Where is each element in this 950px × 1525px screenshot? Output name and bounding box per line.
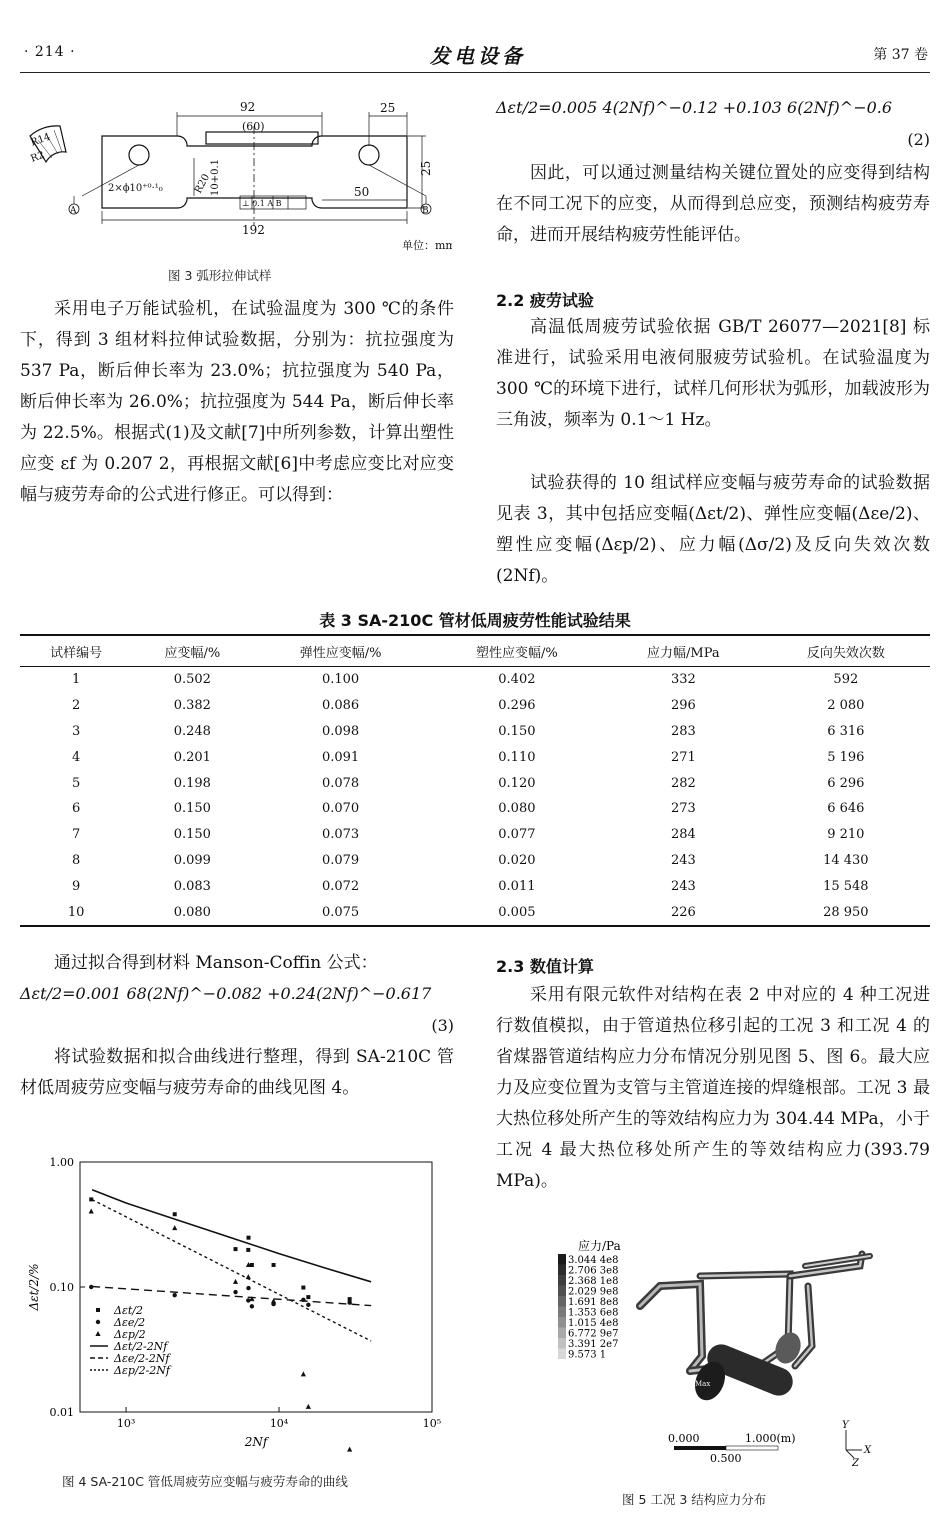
table3-cell: 9 210 <box>827 827 865 843</box>
equation-2: Δεt/2=0.005 4(2Nf)^−0.12 +0.103 6(2Nf)^−0.6 <box>496 98 893 117</box>
right-paragraph-2: 高温低周疲劳试验依据 GB/T 26077—2021[8] 标准进行，试验采用电液伺服疲劳试验机。在试验温度为 300 ℃的环境下进行，试样几何形状为弧形，加载波形为三角波，频率为 0.1～1 Hz。 <box>496 317 930 430</box>
table3-cell: 9 <box>71 878 81 894</box>
table3-cell: 8 <box>71 852 81 868</box>
fig5-legend-value: 9.573 1 <box>568 1349 607 1361</box>
table3-cell: 0.402 <box>498 672 536 688</box>
fig5-legend-value: 2.368 1e8 <box>568 1276 619 1287</box>
page-number: · 214 · <box>24 44 76 60</box>
fig4-chart <box>22 1150 454 1464</box>
table3-cell: 0.201 <box>173 749 211 765</box>
fig5-image <box>540 1236 920 1470</box>
datum-b: B <box>422 206 429 216</box>
fig5-legend-value: 3.391 2e7 <box>568 1339 619 1350</box>
dim-50: 50 <box>354 185 370 199</box>
section-2-2-heading: 2.2 疲劳试验 <box>496 291 594 310</box>
table3-cell: 271 <box>670 749 696 765</box>
data-point-elastic-strain <box>250 1304 254 1308</box>
table3-cell: 243 <box>670 878 696 894</box>
right-paragraph-3: 试验获得的 10 组试样应变幅与疲劳寿命的试验数据见表 3，其中包括应变幅(Δεt/2)、弹性应变幅(Δεe/2)、塑性应变幅(Δεp/2)、应力幅(Δσ/2)及反向失效次数(2Nf)。 <box>496 473 930 586</box>
fig5-legend-swatch <box>558 1307 566 1318</box>
table3-cell: 6 646 <box>827 801 865 817</box>
data-point-elastic-strain <box>173 1293 177 1297</box>
x-tick-label: 10³ <box>116 1417 136 1430</box>
fig5-legend-value: 1.353 6e8 <box>568 1307 619 1319</box>
dim-r2: R2 <box>29 149 47 165</box>
dim-r20: R20 <box>192 172 213 196</box>
table3-cell: 0.098 <box>321 723 360 739</box>
datum-a: A <box>70 206 77 216</box>
data-point-plastic-strain <box>306 1404 311 1409</box>
table3-row <box>20 822 930 848</box>
table3-cell: 0.150 <box>173 801 211 817</box>
legend-marker-square <box>96 1308 100 1312</box>
fig5-axis-x: X <box>864 1445 872 1456</box>
y-tick-label: 1.00 <box>49 1156 74 1169</box>
data-point-elastic-strain <box>246 1286 250 1290</box>
fig3-drawing <box>22 96 452 256</box>
equation-2-number: (2) <box>907 130 930 149</box>
fig5-legend-value: 2.029 9e8 <box>568 1286 619 1298</box>
data-point-total-strain <box>246 1248 250 1252</box>
table3-cell: 4 <box>71 749 81 765</box>
data-point-total-strain <box>306 1295 310 1299</box>
table3-cell: 6 <box>71 801 81 817</box>
equation-3-number: (3) <box>431 1016 454 1035</box>
data-point-elastic-strain <box>233 1290 237 1294</box>
table3-cell: 6 316 <box>827 723 865 739</box>
table3-row <box>20 744 930 770</box>
y-axis-label: Δεt/2/% <box>27 1263 41 1311</box>
data-point-total-strain <box>89 1197 93 1201</box>
table3-cell: 243 <box>670 852 696 868</box>
fig5-legend-value: 1.691 8e8 <box>568 1297 619 1308</box>
table3-cell: 14 430 <box>823 852 869 868</box>
dim-hole: 2×ϕ10⁺⁰·¹₀ <box>108 183 163 194</box>
table3-cell: 0.020 <box>498 852 536 868</box>
legend-label: Δεe/2 <box>114 1316 146 1329</box>
fig4-caption: 图 4 SA-210C 管低周疲劳应变幅与疲劳寿命的曲线 <box>62 1474 348 1489</box>
data-point-plastic-strain <box>246 1274 251 1279</box>
table3-cell: 0.091 <box>321 749 360 765</box>
table3-cell: 0.248 <box>173 723 211 739</box>
data-point-plastic-strain <box>172 1225 177 1230</box>
table3-row <box>20 848 930 874</box>
dim-10: 10+0.1 <box>210 158 221 196</box>
table3-cell: 332 <box>670 672 696 688</box>
fit-line-solid <box>92 1190 371 1282</box>
table3-cell: 0.502 <box>173 672 211 688</box>
data-point-plastic-strain <box>233 1279 238 1284</box>
table3-cell: 0.150 <box>173 827 211 843</box>
data-point-elastic-strain <box>306 1303 310 1307</box>
y-tick-label: 0.01 <box>49 1406 74 1419</box>
legend-marker-triangle <box>95 1331 100 1336</box>
table3-cell: 226 <box>605 899 762 926</box>
section-2-3-heading: 2.3 数值计算 <box>496 957 594 976</box>
table3-row <box>20 719 930 745</box>
dim-25-top: 25 <box>380 101 396 115</box>
table3-cell: 0.296 <box>498 698 536 714</box>
table3-cell: 0.099 <box>173 852 211 868</box>
table3-cell: 5 196 <box>827 749 865 765</box>
table3-cell: 0.100 <box>321 672 360 688</box>
table3-cell: 0.070 <box>321 801 360 817</box>
data-point-total-strain <box>272 1263 276 1267</box>
table3-cell: 282 <box>670 775 696 791</box>
table3-cell: 6 296 <box>827 775 865 791</box>
dim-192: 192 <box>242 223 265 237</box>
table3-cell: 0.080 <box>498 801 536 817</box>
fig5-scale-mid: 0.500 <box>710 1452 742 1465</box>
table3-header: 弹性应变幅/% <box>252 635 428 667</box>
dim-92: 92 <box>240 100 256 114</box>
fig5-legend-value: 1.015 4e8 <box>568 1318 619 1329</box>
left-paragraph-3: 将试验数据和拟合曲线进行整理，得到 SA-210C 管材低周疲劳应变幅与疲劳寿命的曲线见图 4。 <box>20 1047 454 1098</box>
table3-cell: 0.073 <box>321 827 360 843</box>
table3 <box>20 634 930 927</box>
fig5-legend-swatch <box>558 1275 566 1286</box>
data-point-plastic-strain <box>347 1447 352 1452</box>
data-point-elastic-strain <box>347 1300 351 1304</box>
table3-cell: 3 <box>71 723 81 739</box>
table3-header: 试样编号 <box>20 635 132 667</box>
table3-row <box>20 899 930 926</box>
data-point-plastic-strain <box>301 1371 306 1376</box>
table3-cell: 592 <box>833 672 859 688</box>
data-point-total-strain <box>301 1286 305 1290</box>
table3-row <box>20 873 930 899</box>
y-tick-label: 0.10 <box>49 1281 74 1294</box>
data-point-elastic-strain <box>89 1285 93 1289</box>
data-point-total-strain <box>173 1212 177 1216</box>
table3-cell: 10 <box>20 899 132 926</box>
fig5-legend-swatch <box>558 1265 566 1276</box>
fig5-legend-swatch <box>558 1317 566 1328</box>
table3-header: 反向失效次数 <box>762 635 930 667</box>
fig5-legend-swatch <box>558 1254 566 1265</box>
fig5-scale-1: 1.000(m) <box>745 1432 796 1445</box>
table3-title: 表 3 SA-210C 管材低周疲劳性能试验结果 <box>319 611 631 630</box>
fig5-legend-swatch <box>558 1328 566 1339</box>
header-rule <box>20 72 930 73</box>
table3-cell: 284 <box>670 827 696 843</box>
section-2-3-paragraph: 采用有限元软件对结构在表 2 中对应的 4 种工况进行数值模拟，由于管道热位移引起的工况 3 和工况 4 的省煤器管道结构应力分布情况分别见图 5、图 6。最大应力及应变位置为支管与主管道连接的焊缝根部。工况 3 最大热位移处所产生的等效结构应力为 304.44 MPa，小于工况 4 最大热位移处所产生的等效结构应力(393.79 MPa)。 <box>496 985 930 1191</box>
fig5-legend-value: 6.772 9e7 <box>568 1328 619 1340</box>
data-point-total-strain <box>234 1247 238 1251</box>
legend-label: Δεp/2 <box>114 1328 146 1341</box>
table3-cell: 2 080 <box>827 698 865 714</box>
volume-label: 第 37 卷 <box>873 47 928 63</box>
dim-25-right: 25 <box>419 160 433 176</box>
table3-cell: 5 <box>71 775 81 791</box>
fig5-legend-swatch <box>558 1296 566 1307</box>
table3-cell: 0.079 <box>321 852 360 868</box>
table3-cell: 273 <box>670 801 696 817</box>
right-paragraph-1: 因此，可以通过测量结构关键位置处的应变得到结构在不同工况下的应变，从而得到总应变，预测结构疲劳寿命，进而开展结构疲劳性能评估。 <box>496 163 930 245</box>
table3-cell: 0.083 <box>173 878 211 894</box>
table3-cell: 0.382 <box>173 698 211 714</box>
table3-header-row <box>20 635 930 667</box>
table3-cell: 0.075 <box>252 899 428 926</box>
table3-cell: 7 <box>71 827 81 843</box>
dim-r14: R14 <box>29 131 53 149</box>
data-point-plastic-strain <box>89 1208 94 1213</box>
fit-line-dashed <box>92 1287 371 1306</box>
table3-cell: 0.078 <box>321 775 360 791</box>
x-axis-label: 2Nf <box>244 1435 268 1449</box>
fig5-axis-y: Y <box>842 1420 849 1431</box>
legend-label: Δεt/2-2Nf <box>114 1340 168 1353</box>
dim-60: (60) <box>242 120 265 133</box>
x-tick-label: 10⁵ <box>422 1417 442 1430</box>
fig5-legend-swatch <box>558 1338 566 1349</box>
journal-title: 发电设备 <box>430 44 526 68</box>
x-tick-label: 10⁴ <box>269 1417 289 1430</box>
fig5-legend-swatch <box>558 1349 566 1360</box>
table3-cell: 0.086 <box>321 698 360 714</box>
fig5-legend-value: 2.706 3e8 <box>568 1265 619 1277</box>
table3-cell: 1 <box>71 672 81 688</box>
table3-row <box>20 770 930 796</box>
table3-cell: 296 <box>670 698 696 714</box>
equation-3: Δεt/2=0.001 68(2Nf)^−0.082 +0.24(2Nf)^−0.617 <box>20 984 432 1003</box>
table3-header: 应变幅/% <box>132 635 252 667</box>
fig5-max-label: Max <box>695 1380 711 1388</box>
table3-cell: 0.120 <box>498 775 536 791</box>
table3-row <box>20 667 930 693</box>
fig5-legend-swatch <box>558 1286 566 1297</box>
tol-frame: ⊥ 0.1 A B <box>242 199 282 208</box>
table3-cell: 0.011 <box>498 878 536 894</box>
table3-cell: 0.110 <box>498 749 536 765</box>
table3-cell: 0.005 <box>429 899 605 926</box>
fig5-caption: 图 5 工况 3 结构应力分布 <box>622 1492 767 1507</box>
left-paragraph-2: 通过拟合得到材料 Manson-Coffin 公式： <box>54 953 378 973</box>
legend-label: Δεt/2 <box>114 1304 143 1317</box>
fig5-legend-value: 3.044 4e8 <box>568 1255 619 1266</box>
table3-cell: 2 <box>71 698 81 714</box>
legend-label: Δεp/2-2Nf <box>114 1364 171 1377</box>
legend-marker-circle <box>96 1320 100 1324</box>
table3-header: 应力幅/MPa <box>605 635 762 667</box>
table3-cell: 0.072 <box>321 878 360 894</box>
table3-cell: 0.198 <box>173 775 211 791</box>
fig3-caption: 图 3 弧形拉伸试样 <box>168 268 272 283</box>
table3-cell: 283 <box>670 723 696 739</box>
fig5-legend-title: 应力/Pa <box>578 1239 621 1253</box>
table3-cell: 28 950 <box>762 899 930 926</box>
unit-label: 单位：mm <box>402 239 452 252</box>
fig5-axis-z: Z <box>852 1458 859 1466</box>
table3-row <box>20 796 930 822</box>
fig5-scale-0: 0.000 <box>668 1432 700 1445</box>
data-point-elastic-strain <box>301 1298 305 1302</box>
table3-cell: 0.150 <box>498 723 536 739</box>
legend-label: Δεe/2-2Nf <box>114 1352 170 1365</box>
data-point-total-strain <box>246 1236 250 1240</box>
table3-header: 塑性应变幅/% <box>429 635 605 667</box>
table3-cell: 15 548 <box>823 878 869 894</box>
table3-row <box>20 693 930 719</box>
left-paragraph-1: 采用电子万能试验机，在试验温度为 300 ℃的条件下，得到 3 组材料拉伸试验数据，分别为：抗拉强度为 537 Pa，断后伸长率为 23.0%；抗拉强度为 540 Pa，断后伸长率为 26.0%；抗拉强度为 544 Pa，断后伸长率为 22.5%。根据式(1)及文献[7]中所列参数，计算出塑性应变 εf 为 0.207 2，再根据文献[6]中考虑应变比对应变幅与疲劳寿命的公式进行修正。可以得到： <box>20 299 454 505</box>
table3-cell: 0.077 <box>498 827 536 843</box>
table3-cell: 0.080 <box>132 899 252 926</box>
